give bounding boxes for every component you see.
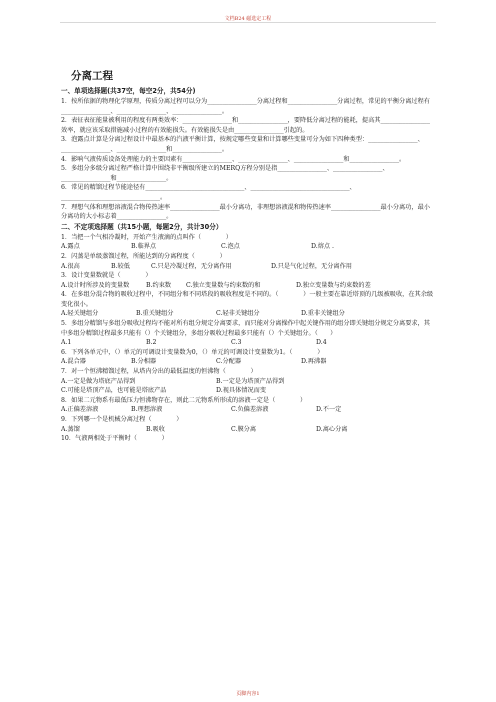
s1-question-1: 1．按所依据的物理化学原理，传质分离过程可以分为________________分离过程和________________分离过程，常见的平衡分离过程有________________、________________、________________。 bbox=[61, 98, 430, 115]
option: D.不一定 bbox=[316, 406, 342, 414]
s1-question-4: 4．影响气液传质设备处理能力的主要因素有________________、________________、________________和________________。 bbox=[61, 155, 406, 163]
s2-q5-options bbox=[61, 338, 435, 348]
option: B.约束数 bbox=[146, 281, 172, 289]
option: C.膜分离 bbox=[231, 425, 257, 433]
option: A.很高 bbox=[61, 262, 80, 270]
option: B.较低 bbox=[111, 262, 130, 270]
s2-question-9: 9．下列哪一个是机械分离过程（ ） bbox=[61, 416, 183, 423]
option: C.泡点 bbox=[221, 243, 240, 251]
option: D.4 bbox=[316, 339, 327, 347]
s2-question-6: 6．下列各单元中，（）单元的可调设计变量数为0，（）单元的可调设计变量数为1。（ ） bbox=[61, 348, 324, 356]
option: C.3 bbox=[231, 339, 242, 347]
s2-q3-options bbox=[61, 281, 435, 291]
s2-question-8: 8．如果二元物系有最低压力恒沸物存在，则此二元物系所形成的溶液一定是（ ） bbox=[61, 396, 307, 404]
s1-question-2: 2．表征表征能量被利用的程度有两类效率：________________和________________，要降低分离过程的能耗，提高其________________效率，就应该采取措施减小过程的有效能损失。有效能损失是由________________引起的。 bbox=[61, 117, 430, 134]
s2-q7-options-row2 bbox=[61, 386, 435, 396]
option: C.可能是塔顶产品，也可能是塔底产品 bbox=[61, 387, 167, 395]
s2-q9-options bbox=[61, 425, 435, 435]
option: B.吸收 bbox=[146, 425, 165, 433]
option: C.轻非关键组分 bbox=[216, 310, 260, 318]
option: A.蒸馏 bbox=[61, 425, 80, 433]
s2-question-10: 10．气液两相处于平衡时（ ） bbox=[61, 435, 168, 443]
option: A.设计时所涉及的变量数 bbox=[61, 281, 130, 289]
s2-question-1: 1．当把一个气相冷凝时，开始产生液滴的点叫作（ ） bbox=[61, 233, 232, 241]
option: A.混合器 bbox=[61, 358, 86, 366]
option: B.理想溶液 bbox=[131, 406, 163, 414]
document-title: 分离工程 bbox=[71, 70, 113, 82]
option: B.一定是为塔顶产品得到 bbox=[216, 377, 285, 385]
option: C.分配器 bbox=[216, 358, 242, 366]
s1-question-6: 6．常见的精馏过程节能途径有________________________________、________________________________、________________________________。 bbox=[61, 184, 356, 201]
s2-q8-options bbox=[61, 405, 435, 415]
option: A.正偏差溶液 bbox=[61, 406, 99, 414]
document-body bbox=[61, 86, 435, 444]
page-header: 文档B24 磁选定工程 bbox=[224, 16, 272, 22]
s1-question-5: 5．多组分多级分离过程严格计算中围绕非平衡级所建立的MERQ方程分别是指________________、________________、________________和________________。 bbox=[61, 165, 389, 182]
option: D.只是气化过程，无分离作用 bbox=[271, 262, 352, 270]
option: D.重非关键组分 bbox=[301, 310, 345, 318]
option: A.轻关键组分 bbox=[61, 310, 99, 318]
option: C.只是冷凝过程，无分离作用 bbox=[151, 262, 232, 270]
s2-question-7: 7．对一个恒沸精馏过程，从塔内分出的最低温度的恒沸物（ ） bbox=[61, 368, 257, 376]
option: B.2 bbox=[146, 339, 157, 347]
option: D.再沸器 bbox=[301, 358, 327, 366]
s2-question-2: 2．闪蒸是单级蒸馏过程，所能达到的分离程度（ ） bbox=[61, 252, 226, 260]
s2-q2-options bbox=[61, 262, 435, 272]
section1-heading: 一、单项选择题(共37空，每空2分，共54分) bbox=[61, 87, 196, 95]
option: D.独立变量数与约束数的差 bbox=[296, 281, 371, 289]
option: D.视具体情况而变 bbox=[216, 387, 267, 395]
s1-question-7: 7．理想气体和理想溶液混合物传热速率________________最小分离功，非理想溶液混和物传热速率________________最小分离功，最小分离功的大小标志着________________。 bbox=[61, 203, 430, 221]
option: B.分相器 bbox=[131, 358, 157, 366]
s2-q6-options bbox=[61, 357, 435, 367]
option: A.一定是做为塔底产品得到 bbox=[61, 377, 136, 385]
option: B.临界点 bbox=[131, 243, 157, 251]
s2-q1-options bbox=[61, 242, 435, 252]
s1-question-3: 3．泡露点计算是分离过程设计中最基本的汽液平衡计算，按规定哪些变量和计算哪些变量可分为如下四种类型：________________、________________、________________和________________。 bbox=[61, 136, 424, 153]
header-rule bbox=[60, 22, 436, 23]
option: D.离心分离 bbox=[316, 425, 348, 433]
option: A.露点 bbox=[61, 243, 80, 251]
option: C.独立变量数与约束数的和 bbox=[186, 281, 261, 289]
s2-q4-options bbox=[61, 309, 435, 319]
s2-question-3: 3．设计变量数就是（ ） bbox=[61, 272, 152, 280]
page-footer: 页脚内容1 bbox=[236, 691, 260, 697]
option: A.1 bbox=[61, 339, 72, 347]
section2-heading: 二、不定项选择题（共15小题，每题2分，共计30分） bbox=[61, 222, 223, 231]
option: C.负偏差溶液 bbox=[231, 406, 269, 414]
s2-question-5: 5．多组分精馏与多组分吸收过程均不能对所有组分规定分离要求，而只能对分离操作中起关键作用的组分即关键组分规定分离要求，其中多组分精馏过程最多只能有（）个关键组分，多组分吸收过程最多只能有（）个关键组分。（ ） bbox=[61, 320, 430, 337]
s2-q7-options-row1 bbox=[61, 377, 435, 387]
option: D.熔点 . bbox=[311, 243, 335, 251]
option: B.重关键组分 bbox=[136, 310, 174, 318]
s2-question-4: 4．在多组分混合物的吸收过程中，不同组分和不同塔段的吸收程度是不同的。（ ）一般主要在靠近塔顶的几级被吸收，在其余级变化很小。 bbox=[61, 291, 434, 308]
